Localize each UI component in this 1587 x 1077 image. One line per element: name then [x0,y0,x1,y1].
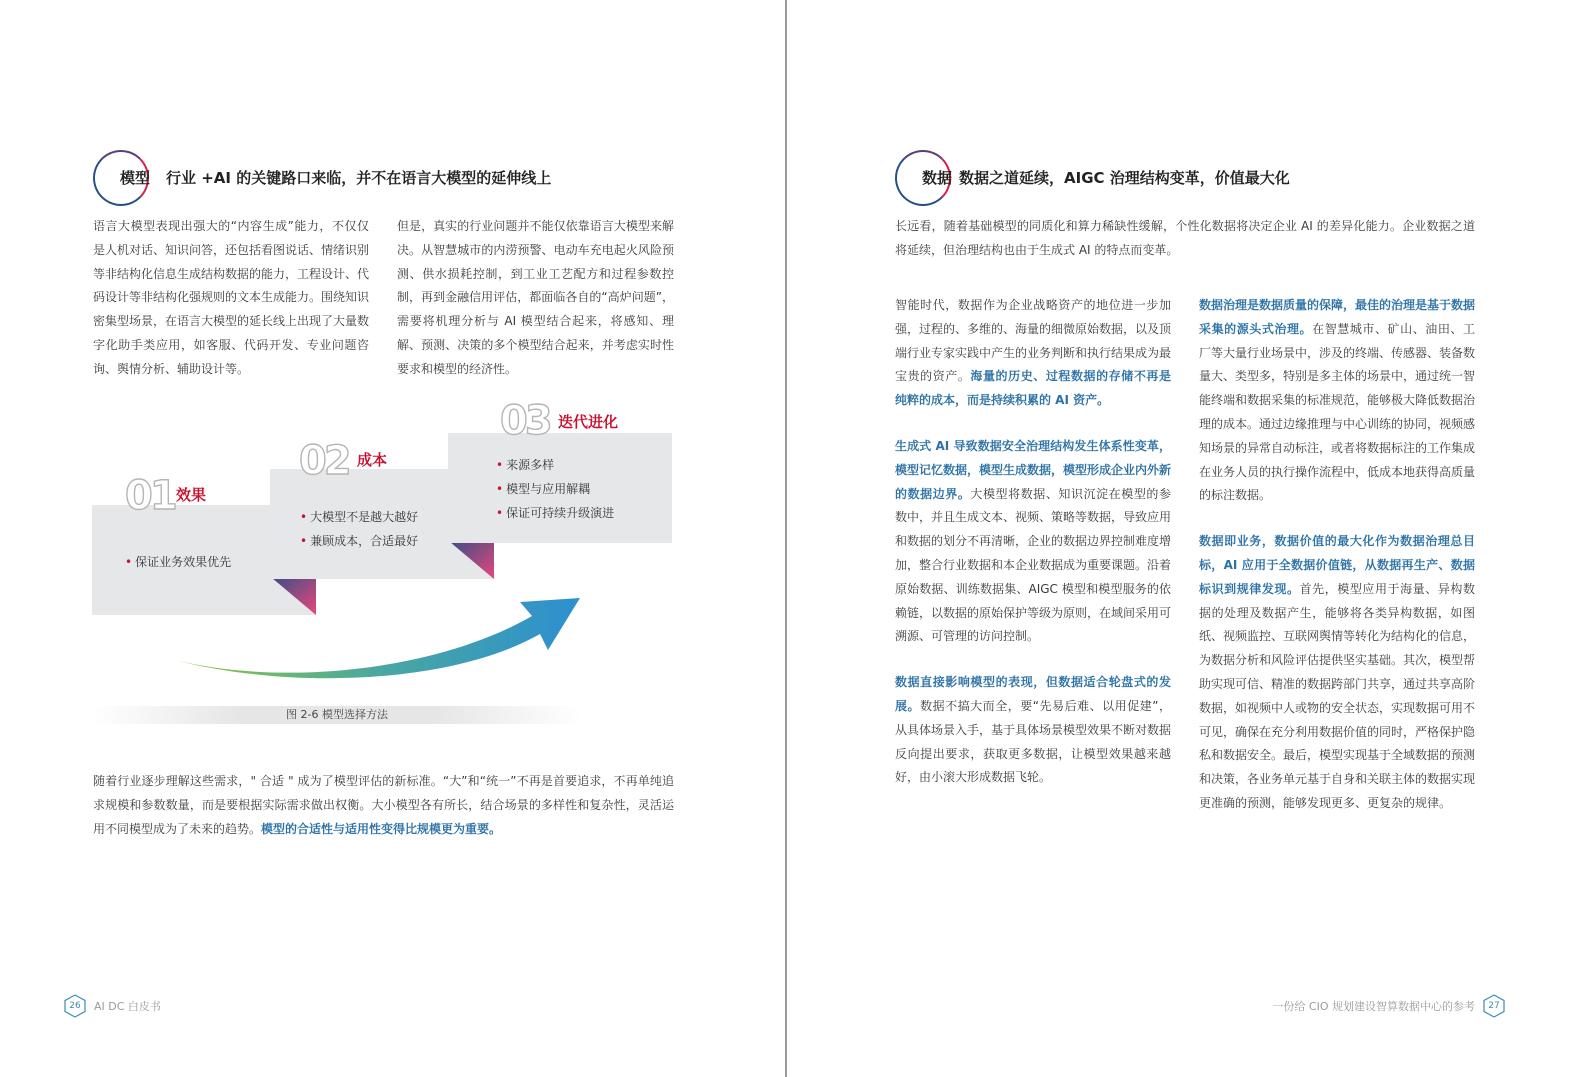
para-text: 大模型将数据、知识沉淀在模型的参数中，并且生成文本、视频、策略等数据，导致应用和数据的划分不再清晰，企业的数据边界控制难度增加，整合行业数据和本企业数据成为重要课题。沿着原始数据、训练数据集、AIGC 模型和模型服务的依赖链，以数据的原始保护等级为原则，在域间采用可溯源、可管理的访问控制。 [895,486,1172,644]
bottom-text: 随着行业逐步理解这些需求，" 合适 " 成为了模型评估的新标准。“大”和“统一”不再是首要追求，不再单纯追求规模和参数数量，而是要根据实际需求做出权衡。大小模型各有所长，结合场景的多样性和复杂性，灵活运用不同模型成为了未来的趋势。 [93,774,674,836]
step-item: • 保证可持续升级演进 [496,506,615,520]
step-item: • 兼顾成本，合适最好 [300,534,419,548]
heading-title: 数据之道延续，AIGC 治理结构变革，价值最大化 [959,169,1290,187]
footer-left [64,994,169,1018]
right-column-1 [895,294,1171,790]
paragraph [1199,530,1475,816]
section-heading-model [93,150,693,210]
page-number-hex-icon [1483,994,1505,1018]
step-item: • 保证业务效果优先 [125,555,232,569]
right-column-2 [1199,294,1475,816]
para-highlight: 数据即业务，数据价值的最大化作为数据治理总目标，AI 应用于全数据价值链，从数据再生产、数据标识到规律发现。 [1199,534,1475,596]
step-number-1: 01 [125,473,175,519]
para-highlight: 生成式 AI 导致数据安全治理结构发生体系性变革，模型记忆数据，模型生成数据，模型形成企业内外新的数据边界。 [895,438,1172,501]
step-title-1: 效果 [176,486,207,504]
step-item: • 来源多样 [496,458,555,472]
bottom-highlight: 模型的合适性与适用性变得比规模更为重要。 [261,821,502,836]
intro-paragraph: 长远看，随着基础模型的同质化和算力稀缺性缓解，个性化数据将决定企业 AI 的差异化能力。企业数据之道将延续，但治理结构也由于生成式 AI 的特点而变革。 [895,219,1475,257]
page-number-hex-icon [64,994,86,1018]
paragraph [895,435,1171,649]
page-number: 26 [69,1001,81,1011]
heading-title: 行业 +AI 的关键路口来临，并不在语言大模型的延伸线上 [166,169,552,187]
para-highlight: 数据直接影响模型的表现，但数据适合轮盘式的发展。 [895,675,1171,713]
para-highlight: 海量的历史、过程数据的存储不再是纯粹的成本，而是持续积累的 AI 资产。 [895,369,1171,408]
left-page [0,0,785,1077]
para-text: 数据不搞大而全，要“先易后难、以用促建”，从具体场景入手，基于具体场景模型效果不断对数据反向提出要求，获取更多数据，让模型效果越来越好，由小滚大形成数据飞轮。 [895,698,1172,785]
step-title-2: 成本 [357,451,388,469]
paragraph-bottom [93,770,674,841]
footer-title: AI DC 白皮书 [94,1000,161,1013]
right-page [787,0,1587,1077]
para-text: 在智慧城市、矿山、油田、工厂等大量行业场景中，涉及的终端、传感器、装备数量大、类型多，特别是多主体的场景中，通过统一智能终端和数据采集的标准规范，能够极大降低数据治理的成本。通过边缘推理与中心训练的协同，视频感知场景的异常自动标注，或者将数据标注的工作集成在业务人员的执行操作流程中，低成本地获得高质量的标注数据。 [1199,321,1476,503]
step-item: • 大模型不是越大越好 [300,510,419,524]
arrow-label: 从 3 个维度进行模型选择 [312,630,451,666]
page-number: 27 [1488,1001,1500,1011]
paragraph-column-1: 语言大模型表现出强大的“内容生成”能力，不仅仅是人机对话、知识问答，还包括看图说话、情绪识别等非结构化信息生成结构数据的能力，工程设计、代码设计等非结构化强规则的文本生成能力。围绕知识密集型场景，在语言大模型的延长线上出现了大量数字化助手类应用，如客服、代码开发、专业问题咨询、舆情分析、辅助设计等。 [93,219,370,376]
para-text: 首先，模型应用于海量、异构数据的处理及数据产生，能够将各类异构数据，如图纸、视频监控、互联网舆情等转化为结构化的信息，为数据分析和风险评估提供坚实基础。其次，模型帮助实现可信、精准的数据跨部门共享，通过共享高阶数据，如视频中人或物的安全状态，实现数据可用不可见，确保在充分利用数据价值的同时，严格保护隐私和数据安全。最后，模型实现基于全域数据的预测和决策，各业务单元基于自身和关联主体的数据实现更准确的预测，能够发现更多、更复杂的规律。 [1199,581,1476,810]
paragraph-column-2: 但是，真实的行业问题并不能仅依靠语言大模型来解决。从智慧城市的内涝预警、电动车充电起火风险预测、供水损耗控制，到工业工艺配方和过程参数控制，再到金融信用评估，都面临各自的“高炉问题”，需要将机理分析与 AI 模型结合起来，将感知、理解、预测、决策的多个模型结合起来，并考虑实时性要求和模型的经济性。 [397,219,674,376]
figure-caption: 图 2-6 模型选择方法 [92,706,582,724]
heading-tag: 模型 [120,169,151,187]
step-item: • 模型与应用解耦 [496,482,591,496]
step-title-3: 迭代进化 [558,413,619,431]
para-highlight: 数据治理是数据质量的保障，最佳的治理是基于数据采集的源头式治理。 [1199,298,1476,336]
footer-title: 一份给 CIO 规划建设智算数据中心的参考 [1272,1000,1475,1013]
step-number-3: 03 [500,398,550,444]
model-selection-diagram [92,398,676,728]
paragraph [895,294,1171,413]
para-text: 智能时代，数据作为企业战略资产的地位进一步加强，过程的、多维的、海量的细微原始数据，以及顶端行业专家实践中产生的业务判断和执行结果成为最宝贵的资产。 [895,298,1172,384]
paragraph [1199,294,1475,508]
step-number-2: 02 [299,438,349,484]
paragraph [895,671,1171,790]
heading-tag: 数据 [922,169,953,187]
section-heading-data [895,150,1495,210]
footer-right [1264,994,1505,1018]
